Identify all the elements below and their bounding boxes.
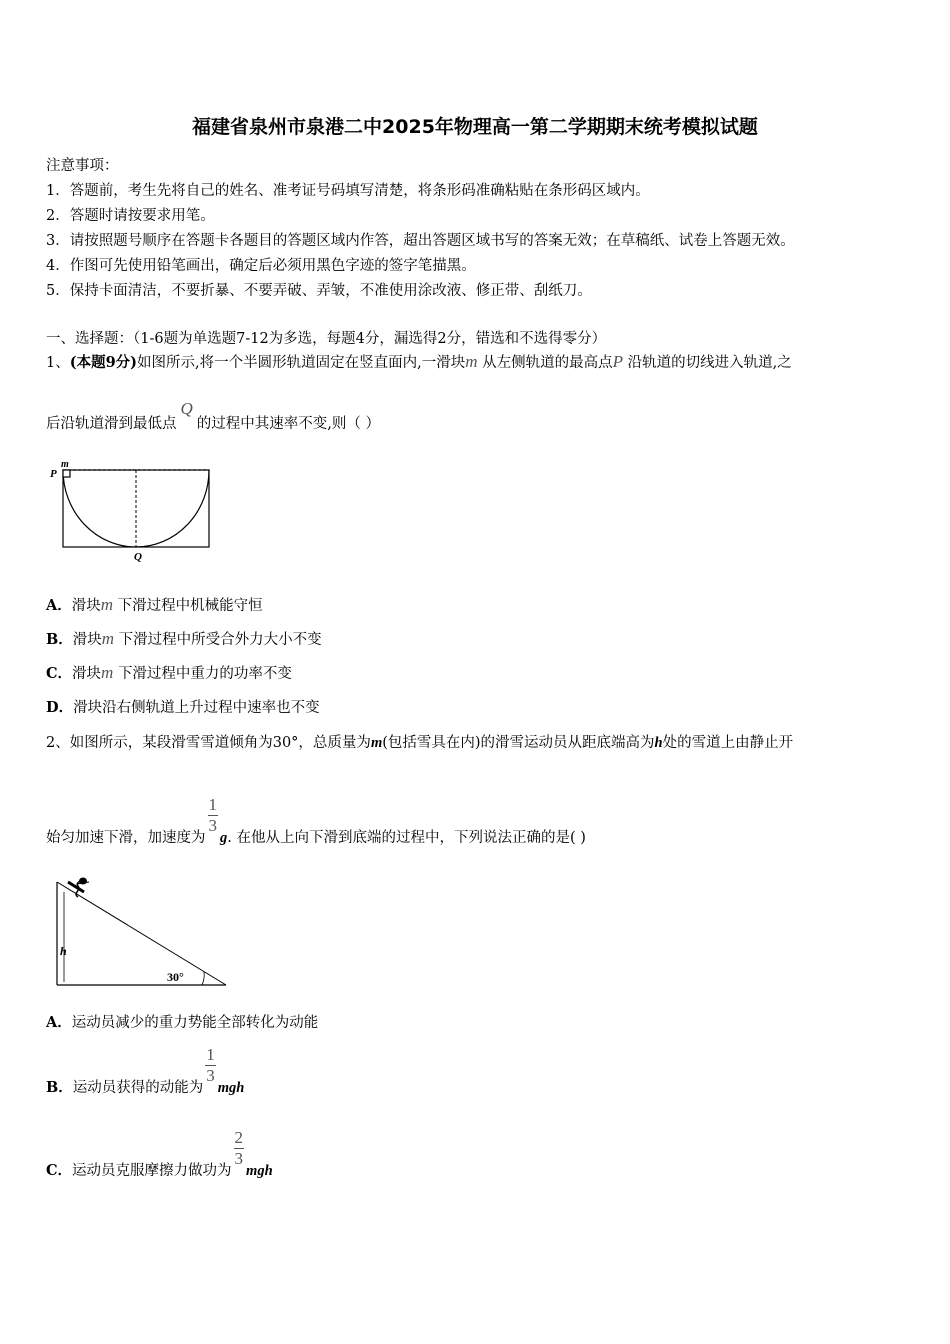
q1-figure-semicircle-track — [44, 456, 219, 564]
fraction-one-third — [208, 795, 219, 836]
symbol-q: Q — [180, 399, 193, 418]
option-letter: B． — [46, 1078, 73, 1096]
option-text: 下滑过程中重力的功率不变 — [117, 666, 292, 682]
notice-item: 2．答题时请按要求用笔。 — [46, 208, 215, 224]
symbol-m: m — [100, 595, 114, 614]
q1-text: 后沿轨道滑到最低点 — [46, 416, 177, 432]
option-text: 滑块 — [72, 666, 102, 682]
q1-option-d — [46, 696, 320, 717]
q1-points: (本题9分) — [69, 354, 138, 371]
symbol-m: m — [370, 735, 383, 751]
option-text: 运动员克服摩擦力做功为 — [72, 1162, 232, 1179]
q1-text: 沿轨道的切线进入轨道,之 — [627, 355, 792, 371]
symbol-m: m — [101, 663, 114, 682]
angle-arc — [202, 972, 204, 985]
notice-item: 4．作图可先使用铅笔画出，确定后必须用黑色字迹的签字笔描黑。 — [46, 258, 476, 274]
fraction-denominator: 3 — [208, 816, 217, 835]
q2-text: 处的雪道上由静止开 — [662, 735, 794, 751]
option-letter: C． — [46, 1161, 73, 1179]
option-text: 下滑过程中所受合外力大小不变 — [118, 632, 322, 648]
notice-item: 5．保持卡面清洁，不要折暴、不要弄破、弄皱，不准使用涂改液、修正带、刮纸刀。 — [46, 283, 592, 299]
option-text: 运动员减少的重力势能全部转化为动能 — [71, 1015, 319, 1031]
q2-text: 2、如图所示，某段滑雪雪道倾角为30°，总质量为 — [46, 735, 371, 751]
symbol-h: h — [654, 735, 663, 751]
slider-block — [63, 470, 70, 477]
q1-option-a — [46, 594, 263, 615]
option-letter: B． — [46, 631, 73, 648]
q1-stem-line2 — [46, 399, 380, 433]
label-h: h — [60, 944, 67, 958]
section-heading: 一、选择题：（1-6题为单选题7-12为多选，每题4分，漏选得2分，错选和不选得零分） — [46, 331, 607, 347]
option-text: 下滑过程中机械能守恒 — [117, 598, 263, 614]
symbol-mgh: mgh — [246, 1162, 273, 1179]
q2-text: 始匀加速下滑，加速度为 — [46, 829, 206, 846]
q2-option-c — [46, 1128, 273, 1179]
symbol-g: g — [220, 829, 228, 846]
option-text: 滑块 — [71, 598, 101, 614]
q1-text: 的过程中其速率不变,则（ ） — [196, 416, 380, 432]
q2-figure-ski-slope — [44, 868, 234, 993]
symbol-m: m — [101, 629, 115, 648]
fraction-one-third — [205, 1045, 216, 1086]
option-text: 滑块 — [72, 632, 102, 648]
fraction-numerator: 1 — [206, 1045, 215, 1064]
option-letter: A． — [46, 597, 72, 614]
fraction-numerator: 1 — [208, 795, 217, 814]
notice-heading: 注意事项： — [46, 158, 119, 174]
q1-option-b — [46, 628, 322, 649]
label-m: m — [61, 459, 69, 470]
option-letter: C． — [46, 665, 73, 682]
option-text: 运动员获得的动能为 — [72, 1079, 204, 1096]
symbol-m: m — [465, 352, 478, 371]
label-angle: 30° — [167, 970, 184, 984]
slope-incline — [57, 882, 226, 985]
q2-stem-line2 — [46, 795, 586, 846]
option-text: 滑块沿右侧轨道上升过程中速率也不变 — [73, 700, 320, 716]
q2-option-a — [46, 1011, 318, 1032]
q1-text: 如图所示,将一个半圆形轨道固定在竖直面内,一滑块 — [137, 355, 466, 371]
option-letter: D． — [46, 699, 74, 716]
fraction-denominator: 3 — [234, 1149, 244, 1168]
option-letter: A． — [46, 1014, 72, 1031]
symbol-mgh: mgh — [217, 1079, 245, 1096]
fraction-denominator: 3 — [206, 1066, 215, 1085]
symbol-p: P — [612, 352, 624, 371]
page-title: 福建省泉州市泉港二中2025年物理高一第二学期期末统考模拟试题 — [192, 116, 758, 138]
q1-number: 1、 — [46, 355, 70, 371]
q2-text: (包括雪具在内)的滑雪运动员从距底端高为 — [382, 735, 655, 751]
q2-stem-line1 — [46, 731, 793, 752]
fraction-two-thirds — [234, 1128, 245, 1169]
q2-option-b — [46, 1045, 245, 1096]
q1-stem-line1 — [46, 351, 792, 372]
notice-item: 3．请按照题号顺序在答题卡各题目的答题区域内作答，超出答题区域书写的答案无效；在草稿纸、试卷上答题无效。 — [46, 233, 795, 249]
label-p: P — [50, 468, 57, 480]
q2-text: . 在他从上向下滑到底端的过程中，下列说法正确的是( ) — [227, 829, 586, 846]
fraction-numerator: 2 — [234, 1128, 244, 1147]
q1-option-c — [46, 662, 292, 683]
q1-text: 从左侧轨道的最高点 — [482, 355, 613, 371]
notice-item: 1．答题前，考生先将自己的姓名、准考证号码填写清楚，将条形码准确粘贴在条形码区域内。 — [46, 183, 650, 199]
label-q: Q — [134, 551, 142, 563]
